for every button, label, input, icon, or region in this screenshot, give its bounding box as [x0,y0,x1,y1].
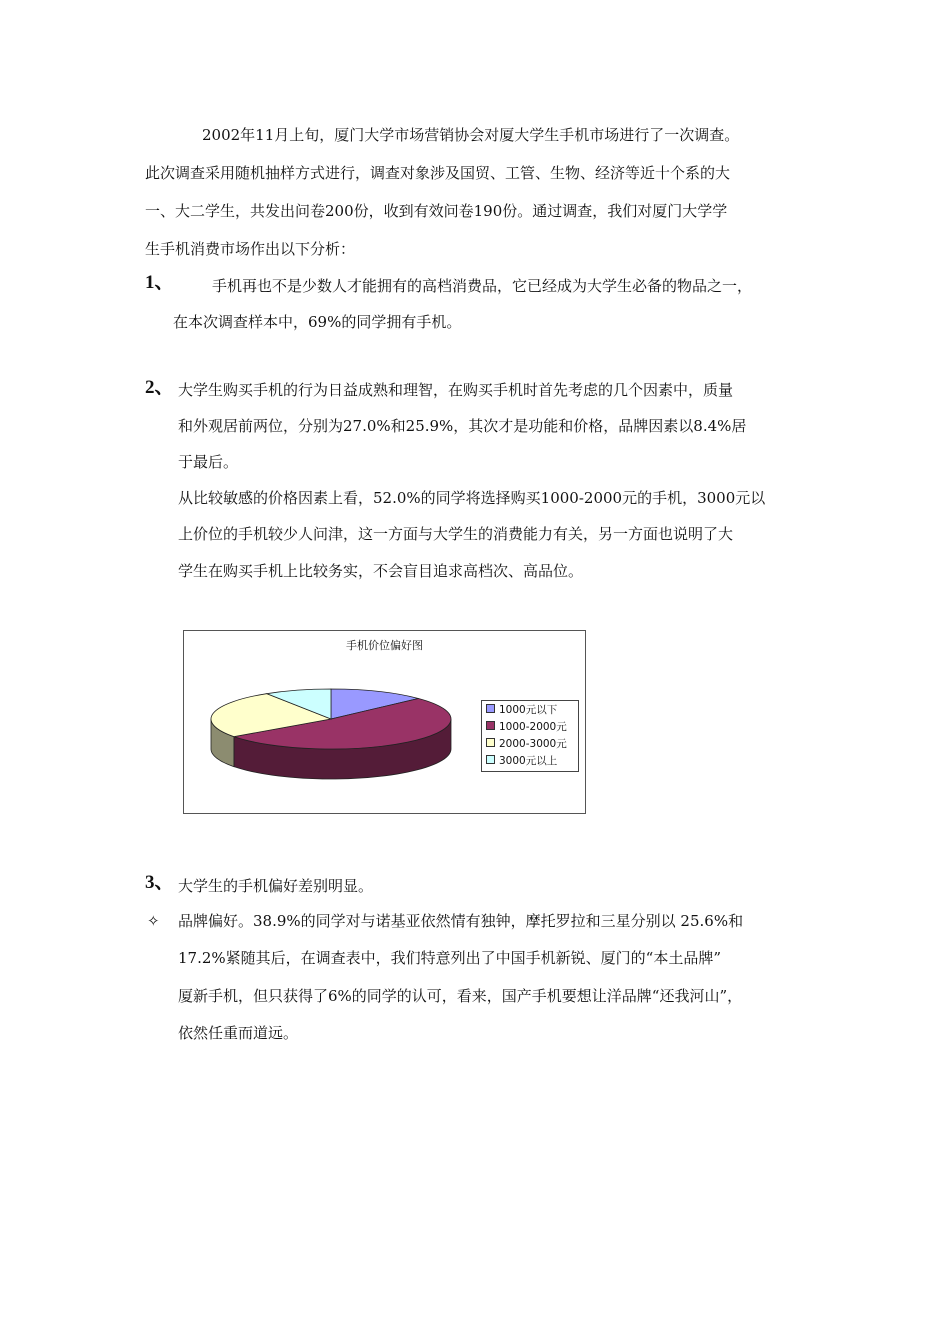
legend-swatch-2 [486,721,495,730]
section-1-number: 1、 [145,272,174,293]
legend-label-2: 1000-2000元 [499,721,567,733]
legend-swatch-4 [486,755,495,764]
legend-label-1: 1000元以下 [499,704,558,716]
intro-line-3: 一、大二学生，共发出问卷200份，收到有效问卷190份。通过调查，我们对厦门大学学 [145,202,728,220]
diamond-bullet-icon: ✧ [147,912,160,930]
intro-line-1: 2002年11月上旬，厦门大学市场营销协会对厦大学生手机市场进行了一次调查。 [202,126,740,144]
section-3-line-1: 大学生的手机偏好差别明显。 [178,877,374,895]
legend-item-4 [486,753,557,769]
legend-label-4: 3000元以上 [499,755,558,767]
section-2-line-2: 和外观居前两位，分别为27.0%和25.9%，其次才是功能和价格，品牌因素以8.4%居 [178,417,747,435]
section-2-line-6: 学生在购买手机上比较务实，不会盲目追求高档次、高品位。 [178,562,584,580]
legend-item-2 [486,719,567,735]
intro-line-2: 此次调查采用随机抽样方式进行，调查对象涉及国贸、工管、生物、经济等近十个系的大 [145,164,731,182]
section-2-line-1: 大学生购买手机的行为日益成熟和理智，在购买手机时首先考虑的几个因素中，质量 [178,381,734,399]
chart-legend [481,700,579,772]
section-3-number: 3、 [145,872,174,893]
section-3-bullet-line-4: 依然任重而道远。 [178,1024,299,1042]
section-2-line-3: 于最后。 [178,453,239,471]
section-2-number: 2、 [145,377,174,398]
chart-title: 手机价位偏好图 [346,639,423,652]
section-1-line-1: 手机再也不是少数人才能拥有的高档消费品，它已经成为大学生必备的物品之一， [212,277,753,295]
legend-label-3: 2000-3000元 [499,738,567,750]
legend-swatch-1 [486,704,495,713]
legend-swatch-3 [486,738,495,747]
intro-line-4: 生手机消费市场作出以下分析： [145,240,356,258]
section-1-line-2: 在本次调查样本中，69%的同学拥有手机。 [173,313,462,331]
section-2-line-4: 从比较敏感的价格因素上看，52.0%的同学将选择购买1000-2000元的手机，3000元以 [178,489,766,507]
section-3-bullet-line-3: 厦新手机，但只获得了6%的同学的认可，看来，国产手机要想让洋品牌“还我河山”， [178,987,743,1005]
legend-item-3 [486,736,567,752]
section-3-bullet-line-1: 品牌偏好。38.9%的同学对与诺基亚依然情有独钟，摩托罗拉和三星分别以 25.6%和 [178,912,744,930]
section-2-line-5: 上价位的手机较少人问津，这一方面与大学生的消费能力有关，另一方面也说明了大 [178,525,734,543]
section-3-bullet-line-2: 17.2%紧随其后，在调查表中，我们特意列出了中国手机新锐、厦门的“本土品牌” [178,949,721,967]
price-preference-chart [183,630,586,814]
legend-item-1 [486,702,557,718]
